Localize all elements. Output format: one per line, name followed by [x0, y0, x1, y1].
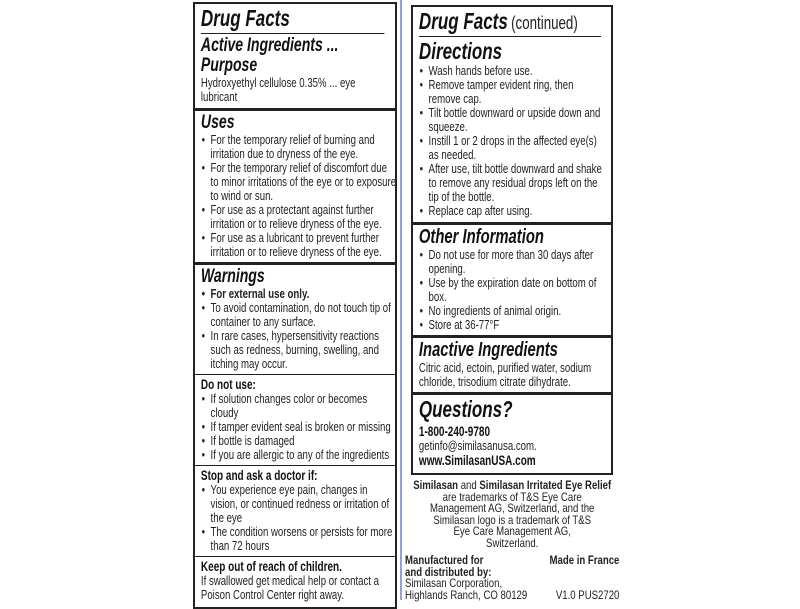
uses-heading: Uses	[200, 112, 235, 133]
list-item: • Use by the expiration date on bottom of box.	[419, 276, 613, 304]
other-information-section	[413, 222, 613, 335]
inactive-ingredients-section	[413, 335, 613, 392]
list-item: • No ingredients of animal origin.	[419, 304, 613, 318]
list-item: • For external use only.	[201, 287, 396, 301]
list-item: • For the temporary relief of discomfort due to minor irritations of the eye or to exposure to wind or sun.	[201, 161, 396, 203]
manufactured-label: Manufactured for and distributed by:	[405, 553, 492, 579]
drug-facts-title: Drug Facts	[418, 8, 508, 34]
questions-section	[413, 392, 613, 471]
list-item: • If tamper evident seal is broken or missing	[201, 420, 396, 434]
directions-heading: Directions	[418, 38, 503, 64]
list-item: • Store at 36-77°F	[419, 318, 613, 332]
list-item: • Instill 1 or 2 drops in the affected eye(s) as needed.	[419, 134, 607, 162]
list-item: • For the temporary relief of burning and irritation due to dryness of the eye.	[201, 133, 396, 161]
list-item: • Wash hands before use.	[419, 64, 607, 78]
warnings-heading: Warnings	[200, 266, 265, 287]
inactive-ingredients-heading: Inactive Ingredients	[418, 339, 558, 361]
drug-facts-title: Drug Facts	[200, 5, 290, 31]
address-row	[405, 587, 620, 602]
keep-out-section	[195, 556, 396, 605]
list-item: • If bottle is damaged	[201, 434, 396, 448]
trademark-notice	[405, 480, 619, 549]
warnings-section	[195, 262, 396, 374]
manufacturer-info	[405, 555, 619, 601]
version-code: V1.0 PUS2720	[555, 587, 620, 602]
keep-out-text: If swallowed get medical help or contact a Poison Control Center right away.	[200, 573, 379, 602]
keep-out-heading: Keep out of reach of children.	[200, 559, 342, 574]
made-in-label: Made in France	[549, 553, 620, 567]
other-information-heading: Other Information	[418, 226, 544, 248]
right-column	[405, 5, 620, 602]
drug-facts-panel-right	[411, 5, 613, 475]
divider	[201, 33, 385, 34]
list-item: • The condition worsens or persists for more than 72 hours	[201, 525, 396, 553]
continued-label: (continued)	[511, 13, 578, 33]
drug-facts-panel-left	[193, 2, 397, 609]
list-item: • If solution changes color or becomes cloudy	[201, 392, 396, 420]
brand-name: Similasan	[413, 478, 459, 492]
list-item: • If you are allergic to any of the ingredients	[201, 448, 396, 462]
trademark-text: are trademarks of T&S Eye Care Management AG, Switzerland, and the Similasan logo is a trademark of T&S Eye Care Management AG, Switzerland.	[430, 489, 595, 550]
uses-section	[195, 108, 396, 262]
panel-divider-line	[400, 0, 402, 600]
questions-heading: Questions?	[418, 396, 513, 422]
inactive-ingredients-text: Citric acid, ectoin, purified water, sodium chloride, trisodium citrate dihydrate.	[418, 360, 592, 389]
phone-number[interactable]: 1-800-240-9780	[418, 424, 491, 439]
active-ingredient-line: Hydroxyethyl cellulose 0.35% ... eye lubricant	[200, 75, 356, 104]
list-item: • Replace cap after using.	[419, 204, 607, 218]
drug-facts-continued-title	[419, 9, 607, 34]
divider	[419, 36, 601, 37]
list-item: • To avoid contamination, do not touch tip of container to any surface.	[201, 301, 396, 329]
do-not-use-heading: Do not use:	[200, 377, 256, 392]
email-link[interactable]: getinfo@similasanusa.com.	[418, 438, 537, 453]
stop-use-section	[195, 465, 396, 556]
list-item: • Remove tamper evident ring, then remove cap.	[419, 78, 607, 106]
list-item: • In rare cases, hypersensitivity reactions such as redness, burning, swelling, and itching may occur.	[201, 329, 396, 371]
company-name: Similasan Corporation,	[405, 576, 503, 590]
list-item: • You experience eye pain, changes in vision, or continued redness or irritation of the eye	[201, 483, 396, 525]
active-ingredients-heading: Active Ingredients ... Purpose	[200, 35, 339, 76]
website-link[interactable]: www.SimilasanUSA.com	[418, 453, 536, 468]
list-item: • For use as a protectant against further irritation or to relieve dryness of the eye.	[201, 203, 396, 231]
product-name: Similasan Irritated Eye Relief	[479, 478, 612, 492]
stop-heading: Stop and ask a doctor if:	[200, 468, 318, 483]
list-item: • For use as a lubricant to prevent further irritation or to relieve dryness of the eye.	[201, 231, 396, 259]
list-item: • Tilt bottle downward or upside down and squeeze.	[419, 106, 607, 134]
list-item: • After use, tilt bottle downward and shake to remove any residual drops left on the tip of the bottle.	[419, 162, 607, 204]
and-text: and	[458, 478, 480, 492]
do-not-use-section	[195, 374, 396, 465]
company-address: Highlands Ranch, CO 80129	[405, 587, 528, 602]
list-item: • Do not use for more than 30 days after opening.	[419, 248, 613, 276]
